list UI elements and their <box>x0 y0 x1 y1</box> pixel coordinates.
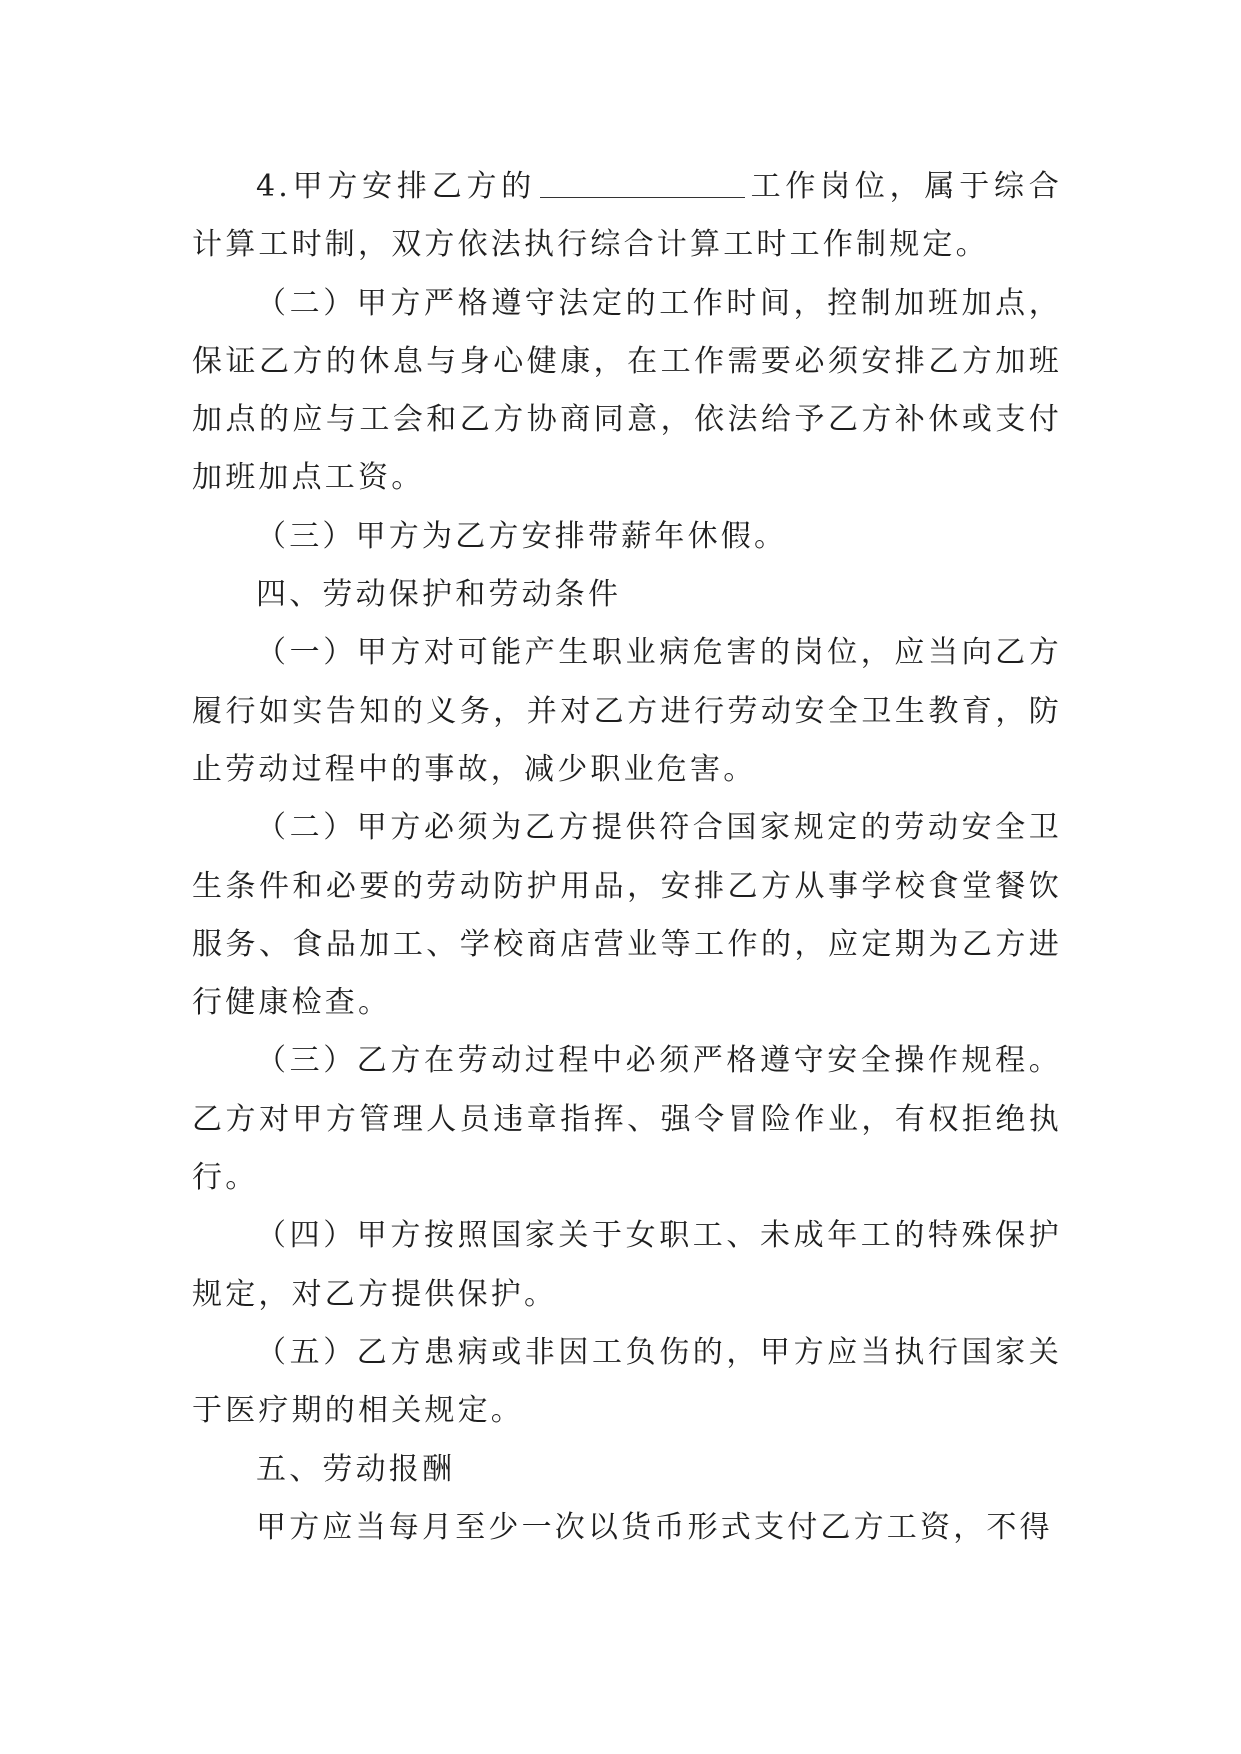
section-heading-labor-protection: 四、劳动保护和劳动条件 <box>256 577 622 613</box>
paragraph-overtime: （二）甲方严格遵守法定的工作时间，控制加班加点，保证乙方的休息与身心健康，在工作需要必须安排乙方加班加点的应与工会和乙方协商同意，依法给予乙方补休或支付加班加点工资。 <box>192 285 1062 496</box>
paragraph-safety-conditions: （二）甲方必须为乙方提供符合国家规定的劳动安全卫生条件和必要的劳动防护用品，安排乙方从事学校食堂餐饮服务、食品加工、学校商店营业等工作的，应定期为乙方进行健康检查。 <box>192 810 1062 1021</box>
section-heading-remuneration: 五、劳动报酬 <box>256 1451 456 1487</box>
paragraph-medical-period: （五）乙方患病或非因工负伤的，甲方应当执行国家关于医疗期的相关规定。 <box>192 1334 1062 1429</box>
paragraph-special-protection: （四）甲方按照国家关于女职工、未成年工的特殊保护规定，对乙方提供保护。 <box>192 1218 1062 1312</box>
document-body <box>192 158 1062 1557</box>
paragraph-wage-payment: 甲方应当每月至少一次以货币形式支付乙方工资，不得 <box>256 1509 1053 1545</box>
paragraph-text: 4.甲方安排乙方的 <box>256 169 537 204</box>
paragraph-occupational-hazard: （一）甲方对可能产生职业病危害的岗位，应当向乙方履行如实告知的义务，并对乙方进行劳动安全卫生教育，防止劳动过程中的事故，减少职业危害。 <box>192 635 1062 787</box>
paragraph-text: 工作岗位，属于综合计算工时制，双方依法执行综合计算工时工作制规定。 <box>192 169 1062 263</box>
paragraph-work-post <box>192 158 1062 275</box>
paragraph-annual-leave: （三）甲方为乙方安排带薪年休假。 <box>256 518 788 554</box>
paragraph-safety-rules: （三）乙方在劳动过程中必须严格遵守安全操作规程。乙方对甲方管理人员违章指挥、强令冒险作业，有权拒绝执行。 <box>192 1043 1062 1196</box>
fill-in-blank <box>540 169 745 198</box>
